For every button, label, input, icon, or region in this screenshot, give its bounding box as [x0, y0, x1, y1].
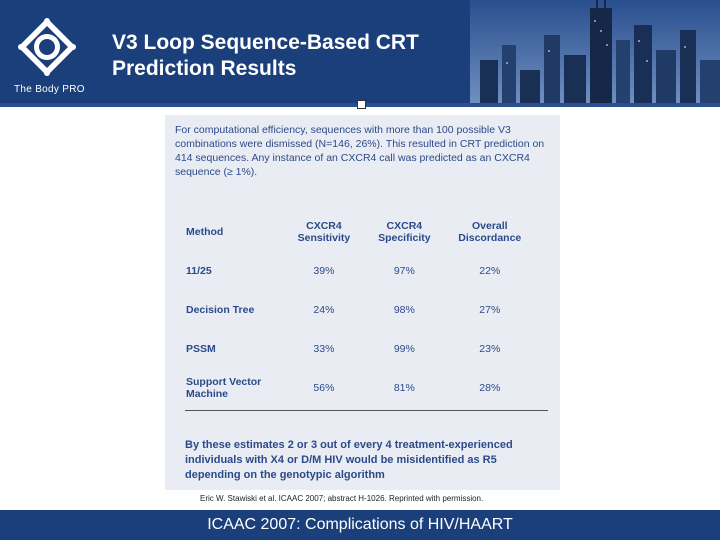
method-cell: PSSM: [186, 342, 216, 355]
page-title: V3 Loop Sequence-Based CRT Prediction Results: [112, 31, 419, 80]
specificity-cell: 98%: [393, 303, 415, 316]
method-cell: Support Vector Machine: [186, 375, 262, 400]
col-specificity: CXCR4 Specificity: [378, 220, 431, 244]
specificity-cell: 81%: [393, 381, 415, 394]
discordance-cell: 22%: [479, 264, 501, 277]
method-cell: 11/25: [186, 264, 212, 277]
table-header-row: [185, 213, 535, 251]
header-banner: [0, 0, 720, 103]
discordance-cell: 23%: [479, 342, 501, 355]
specificity-cell: 99%: [393, 342, 415, 355]
discordance-cell: 28%: [479, 381, 501, 394]
method-cell: Decision Tree: [186, 303, 255, 316]
sensitivity-cell: 33%: [313, 342, 335, 355]
results-panel: [165, 115, 560, 490]
sensitivity-cell: 24%: [313, 303, 335, 316]
sensitivity-cell: 39%: [313, 264, 335, 277]
table-row: [185, 290, 535, 329]
citation-text: Eric W. Stawiski et al. ICAAC 2007; abstract H-1026. Reprinted with permission.: [200, 494, 484, 503]
table-row: [185, 329, 535, 368]
intro-text: For computational efficiency, sequences with more than 100 possible V3 combinations were dismissed (N=146, 26%). This resulted in CRT prediction on 414 sequences. Any instance of an CXCR4 call was predicted as an CXCR4 sequence (≥ 1%).: [175, 124, 545, 178]
summary-text: By these estimates 2 or 3 out of every 4 treatment-experienced individuals with X4 or D/M HIV would be misidentified as R5 depending on the genotypic algorithm: [185, 439, 513, 481]
city-skyline-image: [470, 0, 720, 103]
table-row: [185, 368, 535, 407]
sensitivity-cell: 56%: [313, 381, 335, 394]
table-divider: [185, 410, 548, 411]
col-method: Method: [186, 226, 224, 238]
table-row: [185, 251, 535, 290]
logo-icon: [16, 16, 78, 78]
brand-label: The Body PRO: [14, 84, 85, 95]
specificity-cell: 97%: [393, 264, 415, 277]
col-discordance: Overall Discordance: [458, 220, 522, 244]
col-sensitivity: CXCR4 Sensitivity: [297, 220, 351, 244]
discordance-cell: 27%: [479, 303, 501, 316]
footer-bar: ICAAC 2007: Complications of HIV/HAART: [0, 510, 720, 540]
placeholder-marker: [357, 100, 366, 109]
results-table: [185, 213, 535, 407]
